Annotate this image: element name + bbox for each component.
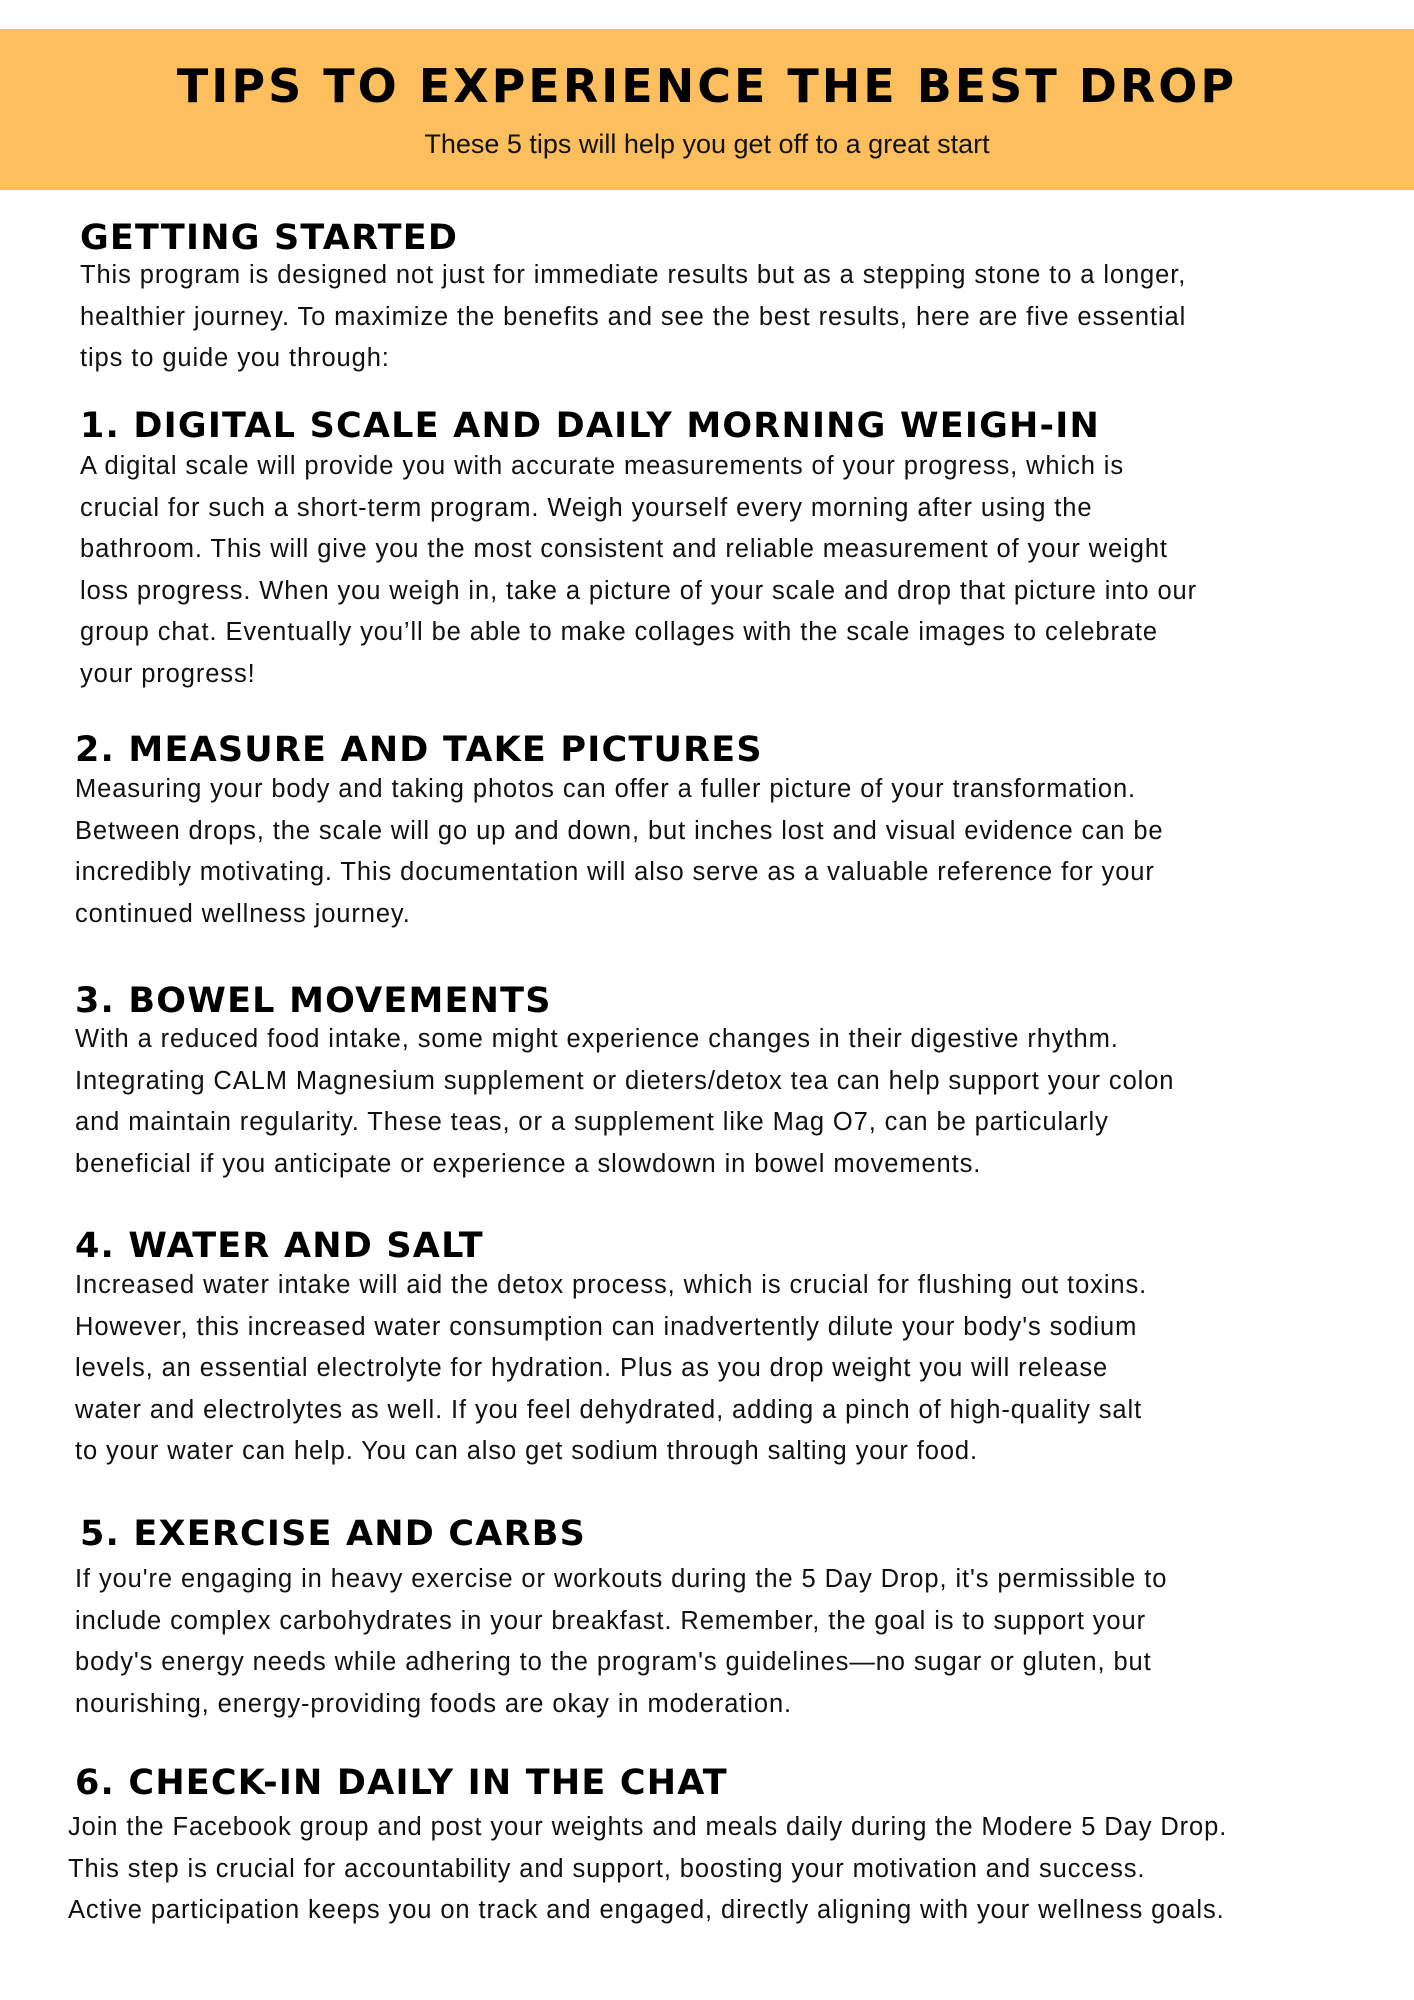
body-line: However, this increased water consumption can inadvertently dilute your body's sodium: [75, 1312, 1138, 1341]
section-heading: 2. MEASURE AND TAKE PICTURES: [75, 730, 763, 770]
section-exercise-carbs: [75, 1513, 1168, 1725]
body-line: Active participation keeps you on track and engaged, directly aligning with your wellness goals.: [68, 1896, 1225, 1924]
body-line: bathroom. This will give you the most consistent and reliable measurement of your weight: [80, 535, 1168, 563]
section-bowel-movements: [75, 980, 1174, 1185]
section-getting-started: [80, 217, 1186, 380]
body-line: loss progress. When you weigh in, take a picture of your scale and drop that picture into our: [80, 576, 1198, 605]
body-line: body's energy needs while adhering to the program's guidelines—no sugar or gluten, but: [75, 1648, 1152, 1676]
body-line: Increased water intake will aid the detox process, which is crucial for flushing out toxins.: [75, 1271, 1148, 1299]
section-heading: 5. EXERCISE AND CARBS: [80, 1514, 587, 1554]
body-line: nourishing, energy-providing foods are okay in moderation.: [75, 1689, 793, 1718]
body-line: incredibly motivating. This documentation will also serve as a valuable reference for your: [75, 858, 1155, 886]
body-line: water and electrolytes as well. If you feel dehydrated, adding a pinch of high-quality salt: [75, 1395, 1143, 1424]
section-body: [80, 255, 1186, 380]
body-line: your progress!: [80, 659, 256, 688]
page-title: TIPS TO EXPERIENCE THE BEST DROP: [176, 59, 1238, 113]
body-line: beneficial if you anticipate or experience a slowdown in bowel movements.: [75, 1149, 982, 1178]
body-line: With a reduced food intake, some might experience changes in their digestive rhythm.: [75, 1025, 1119, 1053]
section-measure-pictures: [75, 729, 1164, 935]
section-heading: 4. WATER AND SALT: [75, 1226, 484, 1266]
section-body: [75, 769, 1164, 935]
body-line: healthier journey. To maximize the benefits and see the best results, here are five essential: [80, 302, 1187, 331]
section-body: [80, 446, 1197, 695]
body-line: include complex carbohydrates in your breakfast. Remember, the goal is to support your: [75, 1606, 1146, 1635]
body-line: This step is crucial for accountability and support, boosting your motivation and success.: [68, 1854, 1146, 1883]
section-heading: 6. CHECK-IN DAILY IN THE CHAT: [75, 1763, 728, 1803]
section-body: [75, 1265, 1147, 1473]
body-line: levels, an essential electrolyte for hydration. Plus as you drop weight you will release: [75, 1354, 1109, 1382]
section-body: [68, 1807, 1227, 1932]
section-body: [75, 1559, 1167, 1725]
body-line: If you're engaging in heavy exercise or workouts during the 5 Day Drop, it's permissible to: [75, 1565, 1168, 1593]
section-heading: 3. BOWEL MOVEMENTS: [75, 981, 552, 1021]
header-banner: [0, 29, 1414, 190]
body-line: Integrating CALM Magnesium supplement or dieters/detox tea can help support your colon: [75, 1066, 1175, 1095]
section-heading: GETTING STARTED: [80, 218, 459, 258]
body-line: tips to guide you through:: [80, 344, 390, 372]
body-line: A digital scale will provide you with accurate measurements of your progress, which is: [80, 452, 1124, 480]
section-digital-scale: [80, 405, 1197, 695]
body-line: continued wellness journey.: [75, 899, 411, 928]
body-line: to your water can help. You can also get sodium through salting your food.: [75, 1437, 978, 1465]
section-body: [75, 1019, 1174, 1185]
page-subtitle: These 5 tips will help you get off to a great start: [424, 129, 990, 159]
body-line: and maintain regularity. These teas, or a supplement like Mag O7, can be particularly: [75, 1108, 1109, 1136]
section-check-in: [68, 1762, 1228, 1932]
body-line: This program is designed not just for immediate results but as a stepping stone to a longer,: [80, 261, 1187, 289]
body-line: group chat. Eventually you’ll be able to make collages with the scale images to celebrate: [80, 618, 1158, 646]
body-line: crucial for such a short-term program. Weigh yourself every morning after using the: [80, 493, 1093, 522]
body-line: Join the Facebook group and post your weights and meals daily during the Modere 5 Day Drop.: [68, 1813, 1228, 1841]
body-line: Measuring your body and taking photos can offer a fuller picture of your transformation.: [75, 775, 1137, 803]
section-water-salt: [75, 1225, 1147, 1473]
body-line: Between drops, the scale will go up and down, but inches lost and visual evidence can be: [75, 816, 1164, 845]
section-heading: 1. DIGITAL SCALE AND DAILY MORNING WEIGH-IN: [80, 406, 1100, 446]
